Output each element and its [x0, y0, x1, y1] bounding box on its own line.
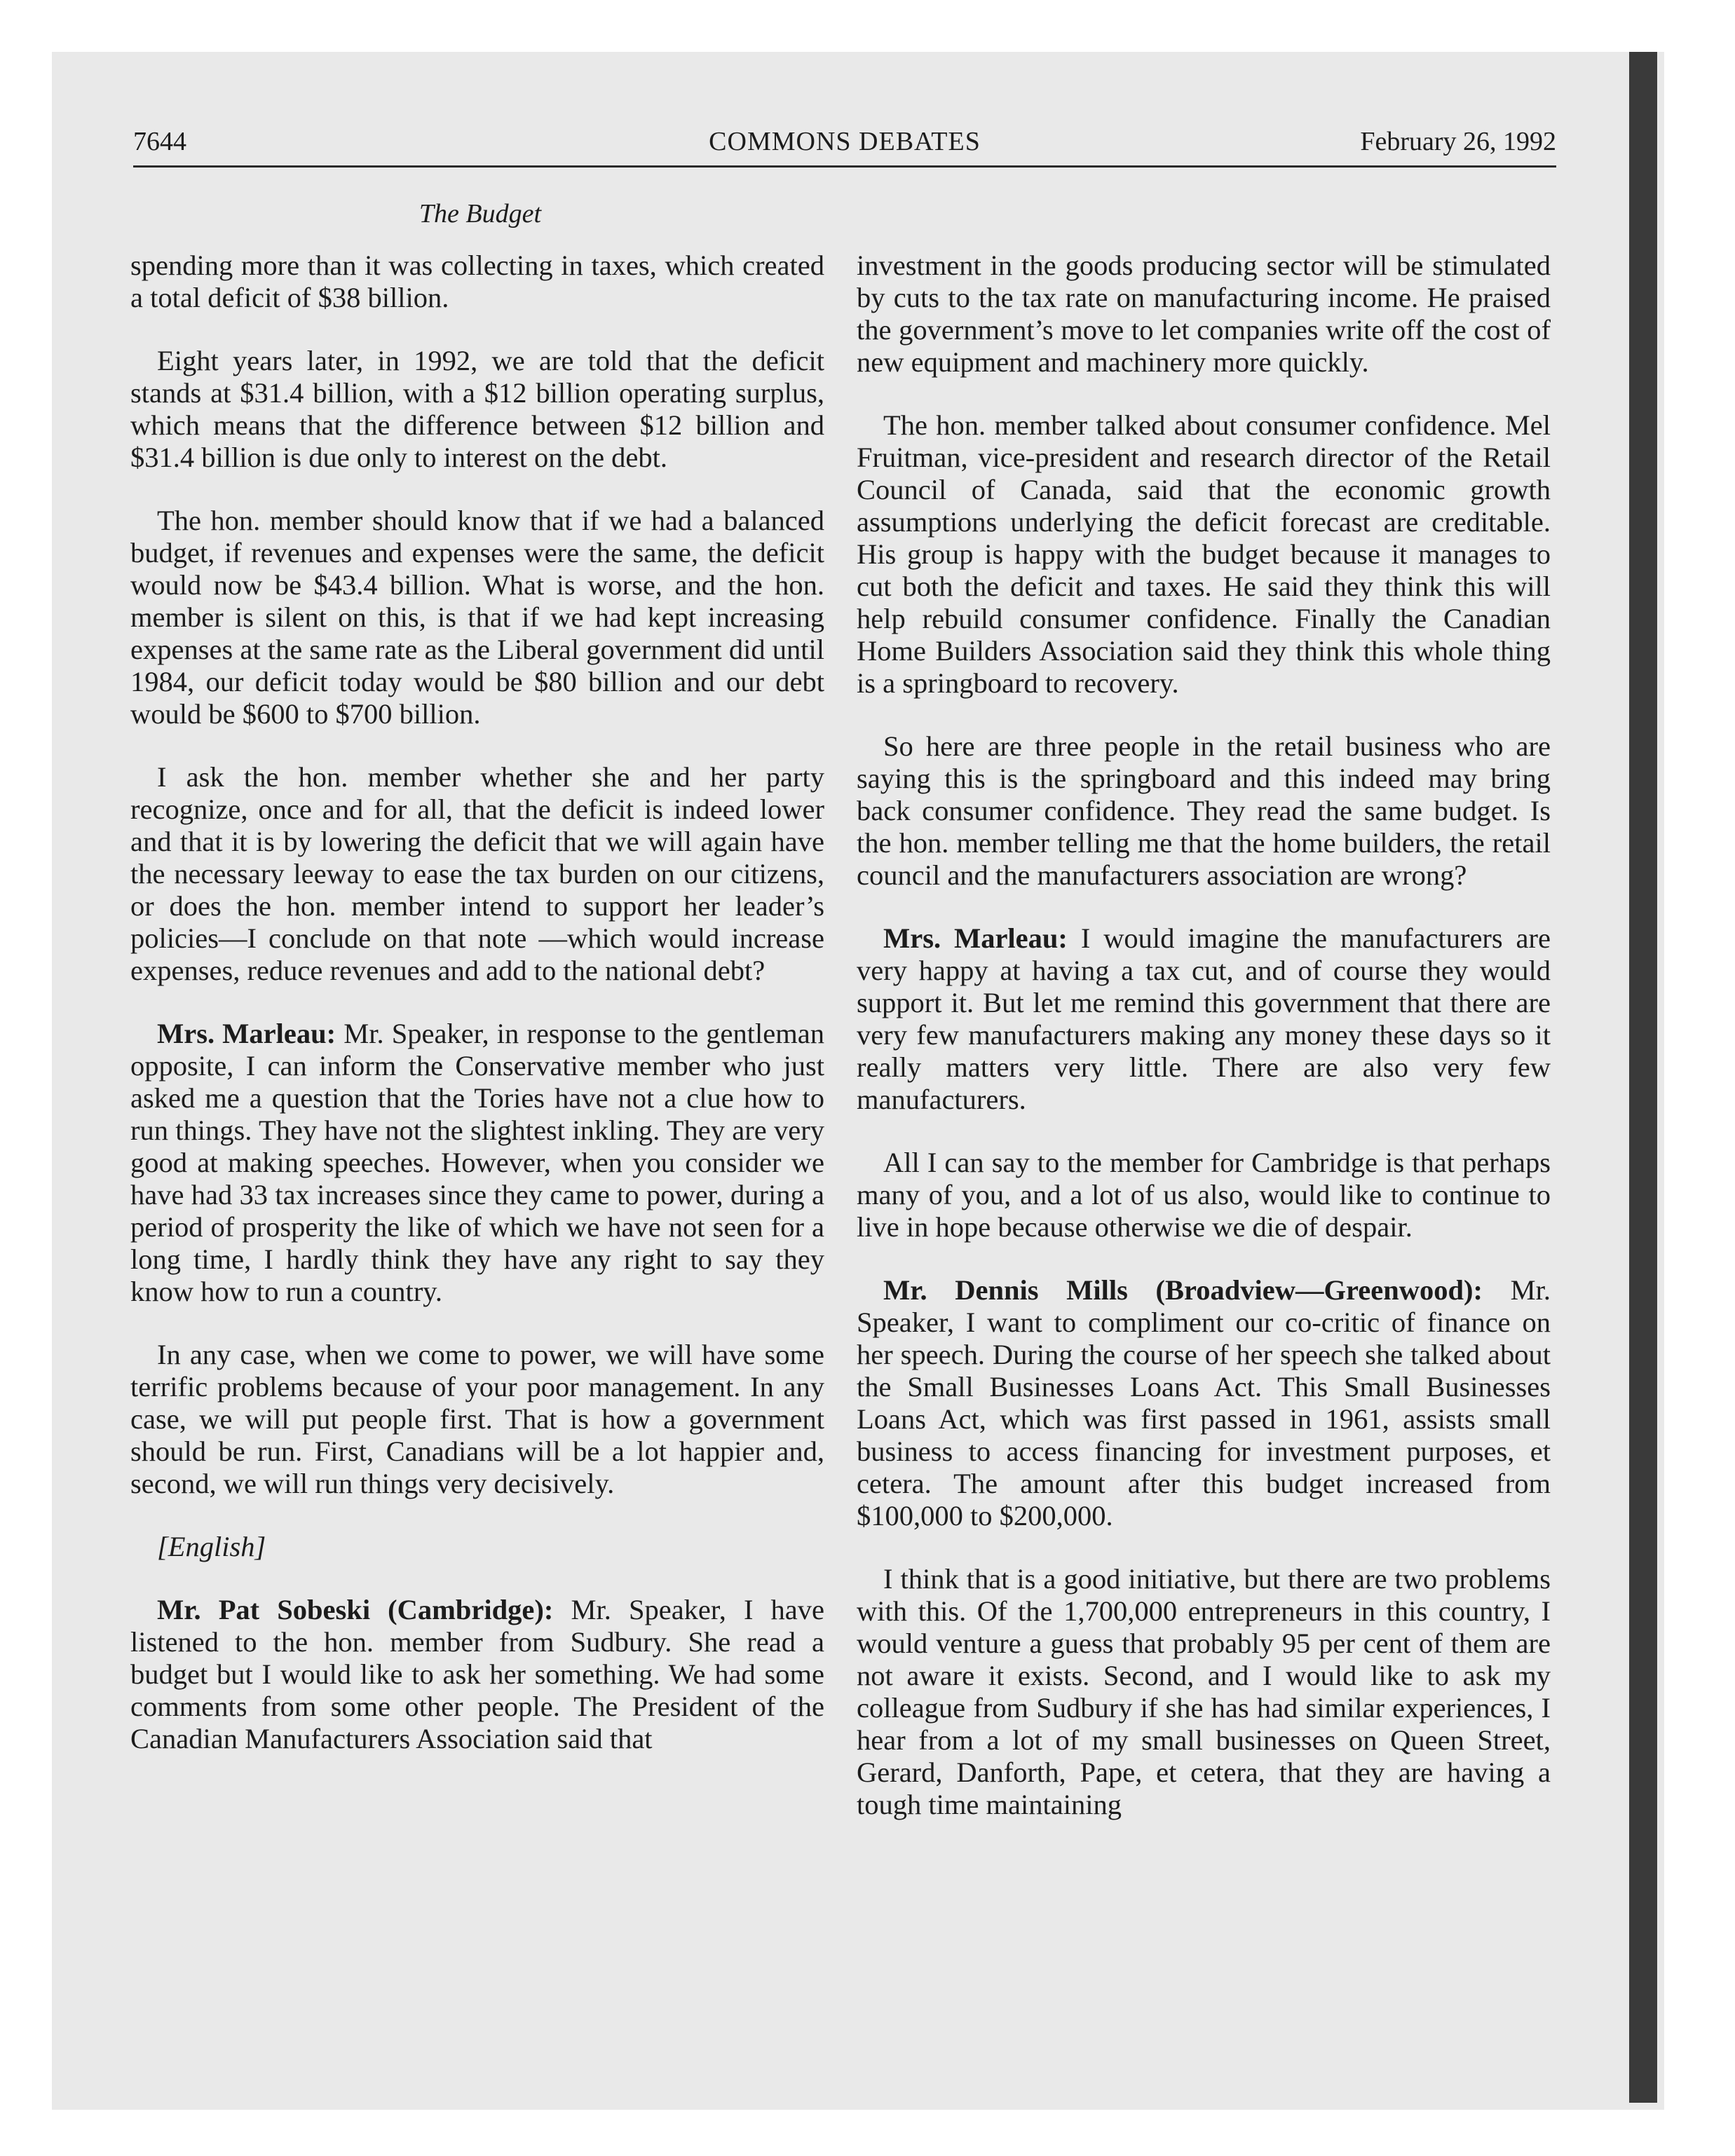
section-title: The Budget — [419, 199, 542, 228]
speaker-name: Mr. Dennis Mills (Broadview—Greenwood): — [883, 1274, 1483, 1306]
left-column — [130, 250, 824, 1786]
header-rule — [133, 165, 1556, 168]
paragraph: Eight years later, in 1992, we are told that the deficit stands at $31.4 billion, with a $12 billion operating surplus, which means that the difference between $12 billion and $31.4 billion is due only to interest on the debt. — [130, 345, 824, 473]
paragraph: So here are three people in the retail business who are saying this is the springboard and this indeed may bring back consumer confidence. They read the same budget. Is the hon. member telling me that the home builders, the retail council and the manufacturers association are wrong? — [857, 730, 1551, 891]
speech-text: Mr. Speaker, I have listened to the hon. member from Sudbury. She read a budget but I would like to ask her something. We had some comments from some other people. The President of the Canadian Manufacturers Association said that — [130, 1594, 825, 1754]
speaker-name: Mr. Pat Sobeski (Cambridge): — [157, 1594, 554, 1625]
paragraph: In any case, when we come to power, we will have some terrific problems because of your poor management. In any case, we will put people first. That is how a government should be run. First, Canadians will be a lot happier and, second, we will run things very decisively. — [130, 1339, 824, 1499]
publication-date: February 26, 1992 — [1360, 127, 1556, 156]
publication-title: COMMONS DEBATES — [709, 127, 981, 156]
speech-paragraph — [857, 1274, 1551, 1532]
page-number: 7644 — [133, 127, 186, 156]
speech-paragraph — [130, 1018, 824, 1308]
speaker-name: Mrs. Marleau: — [157, 1018, 336, 1049]
scan-edge-shadow — [1629, 52, 1657, 2103]
paragraph: spending more than it was collecting in taxes, which created a total deficit of $38 billion. — [130, 250, 824, 313]
speech-text: I would imagine the manufacturers are very happy at having a tax cut, and of course they would support it. But let me remind this government that there are very few manufacturers making any money these days so it really matters very little. There are also very few manufacturers. — [857, 922, 1551, 1115]
right-column — [857, 250, 1551, 1852]
paragraph: investment in the goods producing sector will be stimulated by cuts to the tax rate on manufacturing income. He praised the government’s move to let companies write off the cost of new equipment and machinery more quickly. — [857, 250, 1551, 378]
page-header — [133, 126, 1556, 168]
paragraph: The hon. member talked about consumer confidence. Mel Fruitman, vice-president and research director of the Retail Council of Canada, said that the economic growth assumptions underlying the deficit forecast are creditable. His group is happy with the budget because it manages to cut both the deficit and taxes. He said they think this will help rebuild consumer confidence. Finally the Canadian Home Builders Association said they think this whole thing is a springboard to recovery. — [857, 409, 1551, 699]
paragraph: I ask the hon. member whether she and her party recognize, once and for all, that the deficit is indeed lower and that it is by lowering the deficit that we will again have the necessary leeway to ease the tax burden on our citizens, or does the hon. member intend to support her leader’s policies—I conclude on that note —which would increase expenses, reduce revenues and add to the national debt? — [130, 761, 824, 986]
paragraph: All I can say to the member for Cambridge is that perhaps many of you, and a lot of us also, would like to continue to live in hope because otherwise we die of despair. — [857, 1147, 1551, 1243]
paragraph: The hon. member should know that if we had a balanced budget, if revenues and expenses were the same, the deficit would now be $43.4 billion. What is worse, and the hon. member is silent on this, is that if we had kept increasing expenses at the same rate as the Liberal government did until 1984, our deficit today would be $80 billion and our debt would be $600 to $700 billion. — [130, 505, 824, 730]
speech-text: Mr. Speaker, in response to the gentleman opposite, I can inform the Conservative member who just asked me a question that the Tories have not a clue how to run things. They have not the slightest inkling. They are very good at making speeches. However, when you consider we have had 33 tax increases since they came to power, during a period of prosperity the like of which we have not seen for a long time, I hardly think they have any right to say they know how to run a country. — [130, 1018, 824, 1307]
speech-paragraph — [857, 922, 1551, 1116]
paragraph: I think that is a good initiative, but there are two problems with this. Of the 1,700,000 entrepreneurs in this country, I would venture a guess that probably 95 per cent of them are not aware it exists. Second, and I would like to ask my colleague from Sudbury if she has had similar experiences, I hear from a lot of my small businesses on Queen Street, Gerard, Danforth, Pape, et cetera, that they are having a tough time maintaining — [857, 1563, 1551, 1820]
speaker-name: Mrs. Marleau: — [883, 922, 1068, 954]
speech-text: Mr. Speaker, I want to compliment our co-critic of finance on her speech. During the course of her speech she talked about the Small Businesses Loans Act. This Small Businesses Loans Act, which was first passed in 1961, assists small business to access financing for investment purposes, et cetera. The amount after this budget increased from $100,000 to $200,000. — [857, 1274, 1551, 1531]
language-tag: [English] — [157, 1531, 266, 1562]
speech-paragraph — [130, 1594, 824, 1755]
